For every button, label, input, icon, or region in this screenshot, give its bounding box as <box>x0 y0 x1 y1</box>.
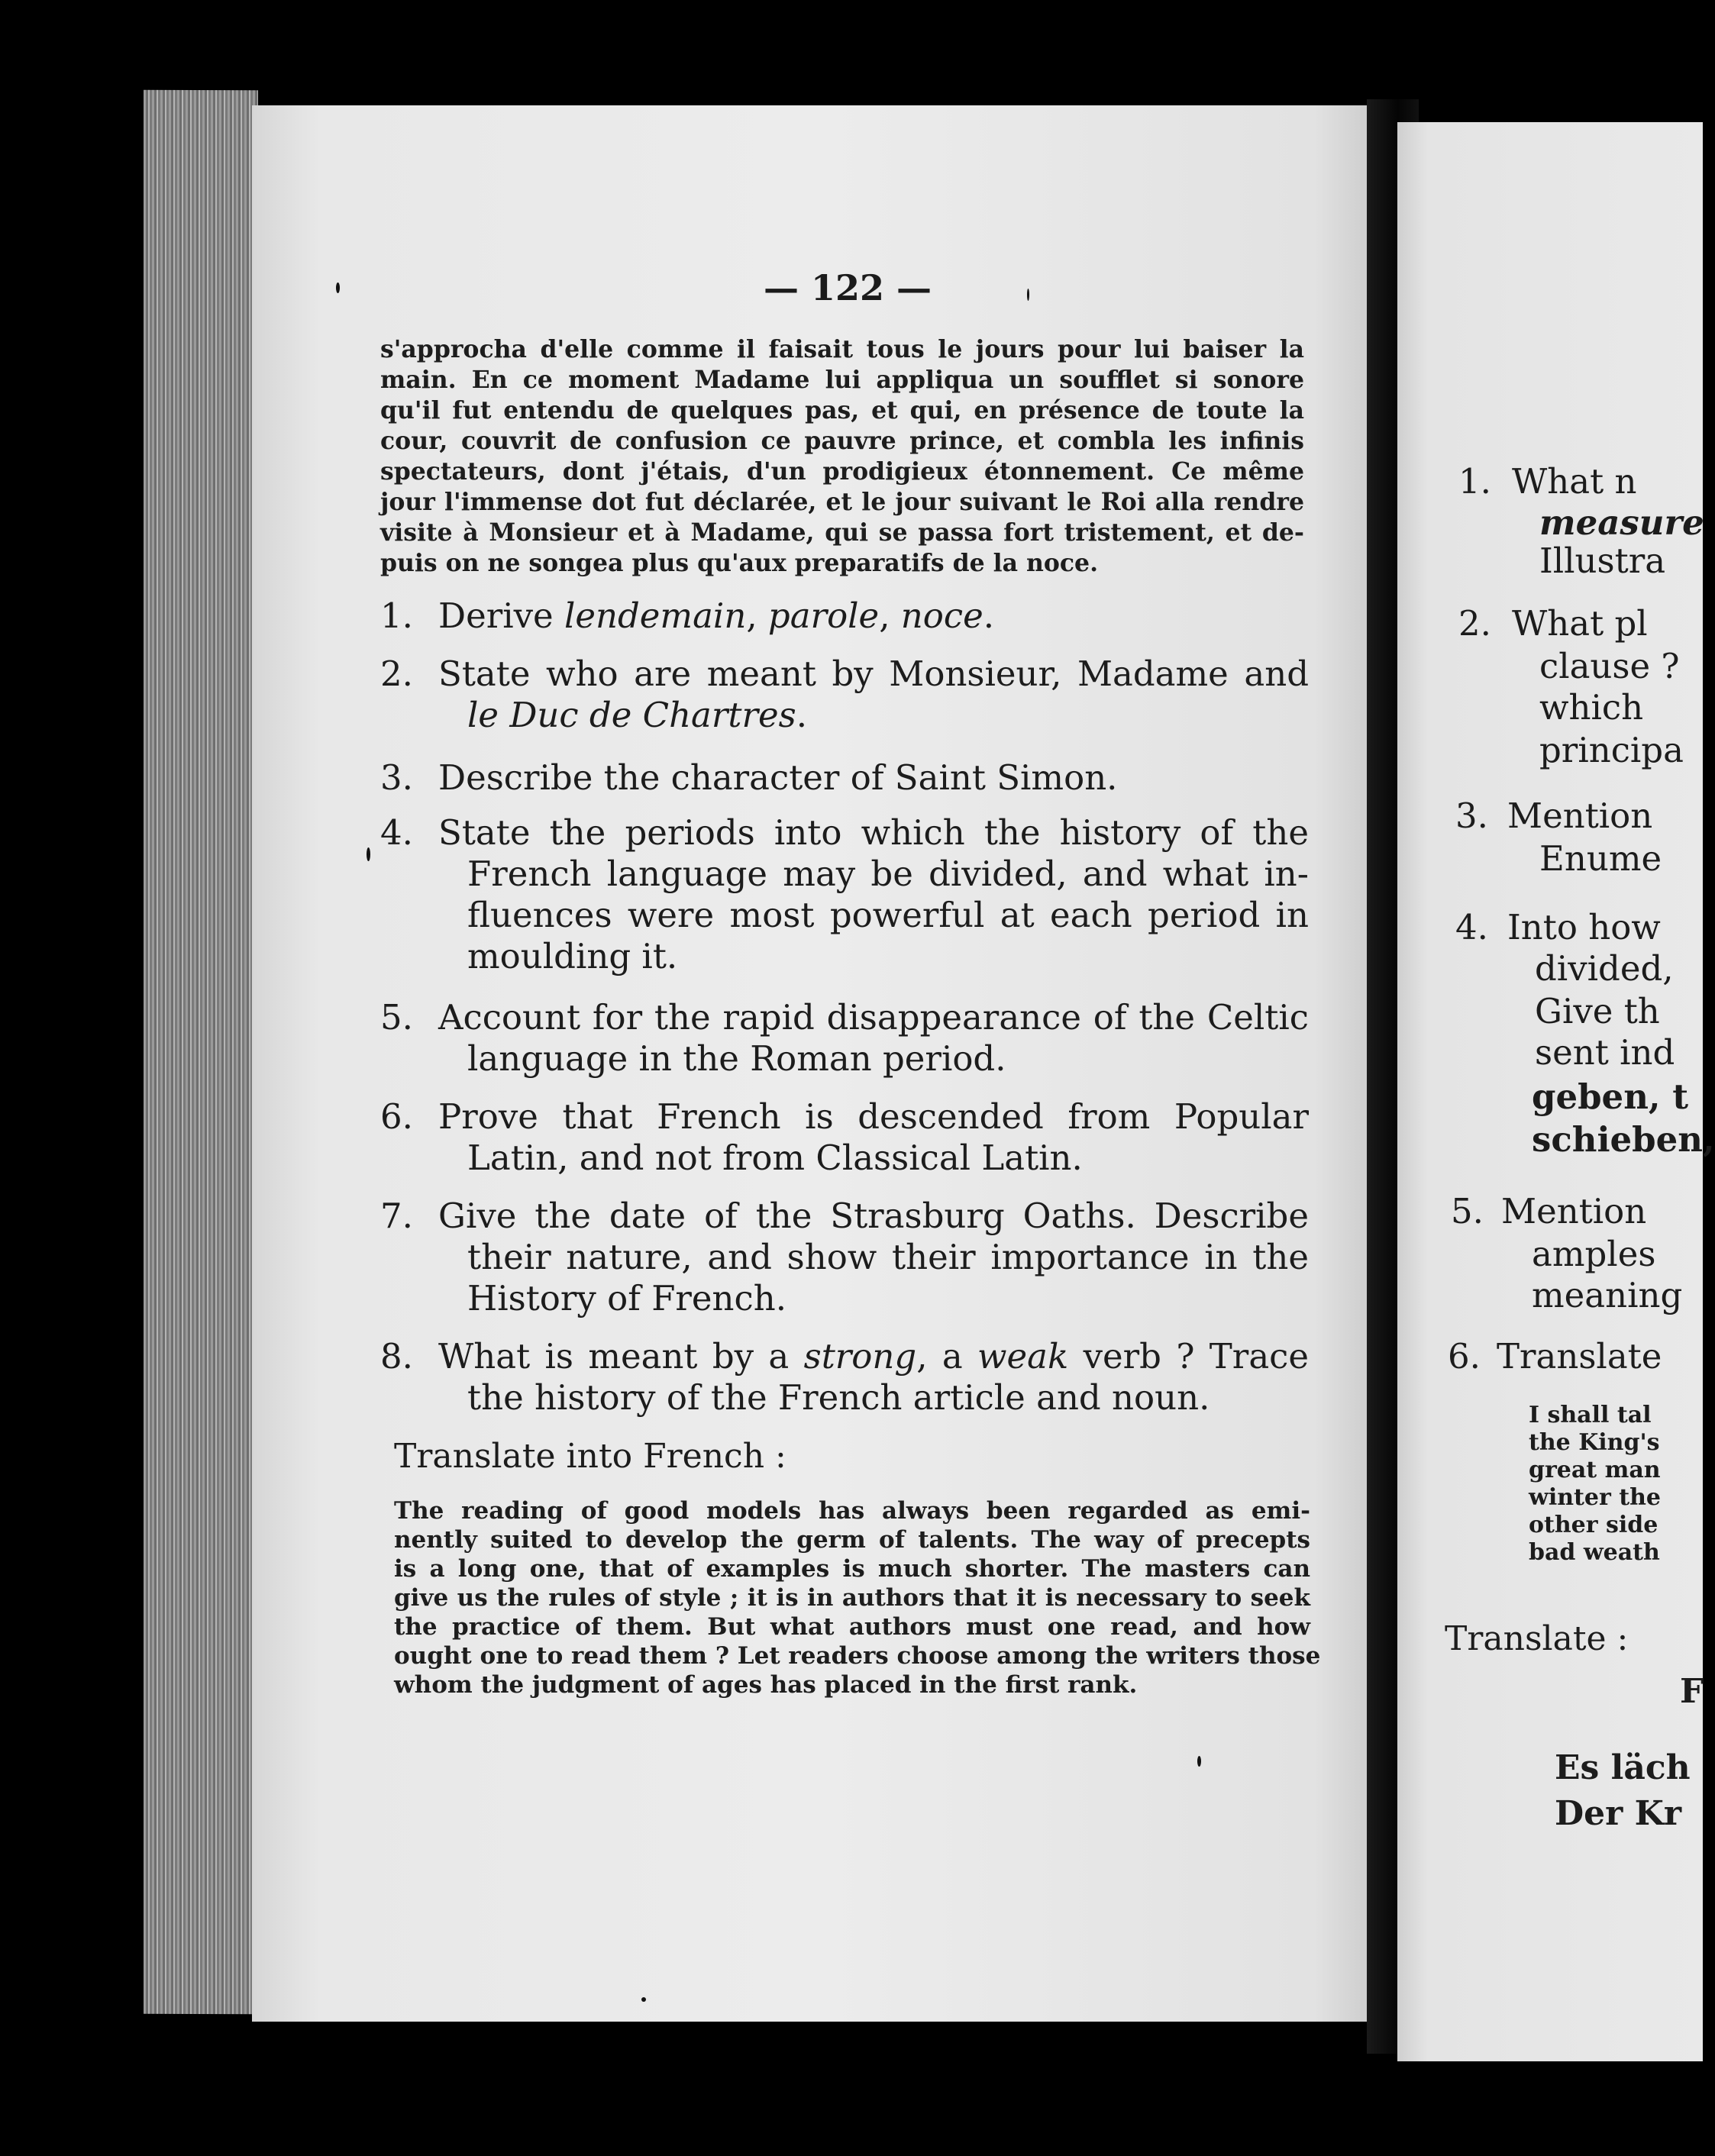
rp-fragment: Give th <box>1535 991 1660 1031</box>
passage-line: s'approcha d'elle comme il faisait tous le jours pour lui baiser la <box>380 335 1304 363</box>
question-line: moulding it. <box>467 936 678 976</box>
question-number: 6. <box>380 1096 413 1137</box>
translate-line: ought one to read them ? Let readers choose among the writers those <box>394 1642 1321 1670</box>
translate-line: give us the rules of style ; it is in authors that it is necessary to seek <box>394 1584 1310 1612</box>
rp-fragment: 2. <box>1458 603 1491 644</box>
question-text <box>438 997 1309 1080</box>
question-line: State the periods into which the history of the <box>438 812 1309 853</box>
page-edges <box>144 90 258 2015</box>
passage-line: visite à Monsieur et à Madame, qui se passa fort tristement, et de- <box>380 518 1304 547</box>
rp-fragment: 5. <box>1451 1191 1484 1231</box>
rp-fragment: Into how <box>1507 907 1661 947</box>
question-line: History of French. <box>467 1278 787 1318</box>
rp-fragment: What pl <box>1512 603 1648 644</box>
rp-fragment: clause ? <box>1539 646 1680 686</box>
question-line: Give the date of the Strasburg Oaths. Describe <box>438 1196 1309 1236</box>
rp-fragment: the King's <box>1529 1429 1660 1456</box>
rp-fragment: Mention <box>1507 796 1653 836</box>
scan-speck <box>367 847 370 861</box>
rp-fragment: great man <box>1529 1457 1661 1483</box>
passage-line: spectateurs, dont j'étais, d'un prodigieux étonnement. Ce même <box>380 457 1304 486</box>
passage-line: qu'il fut entendu de quelques pas, et qui, en présence de toute la <box>380 396 1304 424</box>
question-number: 5. <box>380 997 413 1038</box>
question-line: language in the Roman period. <box>467 1038 1006 1079</box>
translate-line: nently suited to develop the germ of talents. The way of precepts <box>394 1526 1310 1554</box>
question-number: 3. <box>380 757 413 798</box>
translate-line: whom the judgment of ages has placed in the first rank. <box>394 1671 1138 1699</box>
scan-speck <box>641 1997 646 2002</box>
translate-heading: Translate into French : <box>394 1437 786 1476</box>
question-text <box>438 757 1309 799</box>
question-line: le Duc de Chartres. <box>467 695 808 735</box>
rp-fragment: F <box>1680 1672 1704 1711</box>
question-text <box>438 1196 1309 1319</box>
rp-fragment: sent ind <box>1535 1032 1675 1073</box>
passage-line: main. En ce moment Madame lui appliqua un soufflet si sonore <box>380 366 1304 394</box>
question-number: 7. <box>380 1196 413 1236</box>
passage-line: cour, couvrit de confusion ce pauvre prince, et combla les infinis <box>380 427 1304 455</box>
question-line: the history of the French article and noun. <box>467 1377 1210 1418</box>
rp-fragment: 3. <box>1455 796 1488 836</box>
rp-fragment: Mention <box>1501 1191 1647 1231</box>
scan-speck <box>1027 289 1029 301</box>
question-number: 8. <box>380 1336 413 1377</box>
question-number: 4. <box>380 812 413 853</box>
rp-fragment: geben, t <box>1532 1076 1689 1117</box>
rp-fragment: amples <box>1532 1234 1656 1274</box>
question-line: Describe the character of Saint Simon. <box>438 757 1118 798</box>
rp-fragment: Enume <box>1539 838 1662 879</box>
question-line: Latin, and not from Classical Latin. <box>467 1138 1083 1178</box>
rp-fragment: other side <box>1529 1512 1658 1538</box>
question-number: 1. <box>380 595 413 636</box>
rp-fragment: meaning <box>1532 1275 1683 1315</box>
question-text <box>438 654 1309 736</box>
question-line: State who are meant by Monsieur, Madame and <box>438 654 1309 694</box>
question-text <box>438 1336 1309 1419</box>
translate-passage <box>394 1496 1321 1699</box>
rp-fragment: 6. <box>1448 1336 1481 1377</box>
question-text <box>438 1096 1309 1179</box>
question-line: What is meant by a strong, a weak verb ? Trace <box>438 1336 1309 1377</box>
rp-fragment: Es läch <box>1555 1748 1691 1787</box>
rp-fragment: schieben, <box>1532 1119 1715 1160</box>
question-text <box>438 595 1309 637</box>
french-passage <box>380 334 1304 579</box>
question-line: fluences were most powerful at each period in <box>467 895 1309 935</box>
rp-fragment: 1. <box>1458 461 1491 502</box>
rp-fragment: Translate <box>1497 1336 1662 1377</box>
question-line: French language may be divided, and what in- <box>467 854 1309 894</box>
page-number: — 122 — <box>763 267 932 308</box>
rp-fragment: principa <box>1539 730 1684 770</box>
question-line: their nature, and show their importance in the <box>467 1237 1309 1277</box>
question-number: 2. <box>380 654 413 694</box>
rp-fragment: I shall tal <box>1529 1402 1652 1428</box>
rp-fragment: divided, <box>1535 948 1674 989</box>
rp-fragment: Illustra <box>1539 541 1666 581</box>
translate-line: the practice of them. But what authors must one read, and how <box>394 1613 1310 1641</box>
rp-fragment: winter the <box>1529 1484 1661 1511</box>
passage-line: jour l'immense dot fut déclarée, et le jour suivant le Roi alla rendre <box>380 488 1304 516</box>
rp-fragment: What n <box>1512 461 1637 502</box>
rp-fragment: measure <box>1539 502 1704 543</box>
translate-line: is a long one, that of examples is much shorter. The masters can <box>394 1555 1310 1583</box>
question-line: Account for the rapid disappearance of the Celtic <box>438 997 1309 1038</box>
rp-fragment: 4. <box>1455 907 1488 947</box>
question-line: Prove that French is descended from Popular <box>438 1096 1309 1137</box>
scan-speck <box>1197 1756 1201 1767</box>
scan-speck <box>336 282 340 293</box>
rp-fragment: Translate : <box>1445 1619 1629 1658</box>
rp-fragment: bad weath <box>1529 1539 1660 1566</box>
passage-line: puis on ne songea plus qu'aux preparatifs de la noce. <box>380 549 1099 577</box>
rp-fragment: which <box>1539 687 1644 728</box>
rp-fragment: Der Kr <box>1555 1794 1682 1833</box>
right-page <box>1397 122 1715 2061</box>
question-text <box>438 812 1309 977</box>
translate-line: The reading of good models has always been regarded as emi- <box>394 1497 1310 1525</box>
question-line: Derive lendemain, parole, noce. <box>438 595 995 636</box>
